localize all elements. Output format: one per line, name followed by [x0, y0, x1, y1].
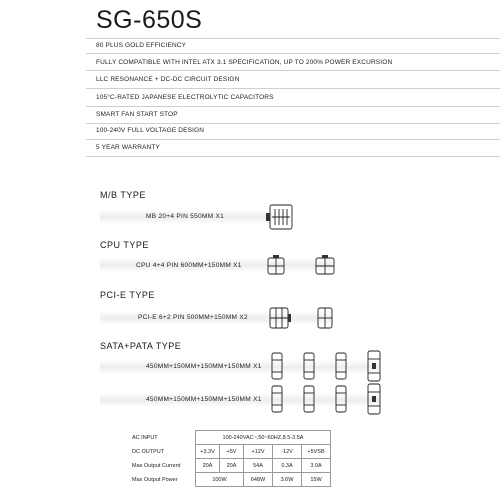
divider [86, 88, 500, 89]
spec-current-cell: 20A [196, 459, 220, 473]
sata-connector-icon [334, 351, 348, 381]
sata-connector-icon [302, 384, 316, 414]
section-title-mb: M/B TYPE [100, 190, 146, 200]
divider [86, 38, 500, 39]
cable-label-cpu: CPU 4+4 PIN 600MM+150MM X1 [136, 262, 242, 269]
spec-label-current: Max Output Current [132, 462, 181, 469]
cable-label-sata-2: 450MM+150MM+150MM+150MM X1 [146, 396, 262, 403]
spec-current-cell: 20A [220, 459, 244, 473]
mb-connector-icon [266, 203, 296, 231]
spec-dc-output-cell: -12V [273, 445, 302, 459]
pata-connector-icon [366, 349, 382, 383]
spec-current-cell: 0.3A [273, 459, 302, 473]
table-row [130, 473, 331, 487]
page-title: SG-650S [96, 6, 203, 34]
spec-dc-output-cell: +5V [220, 445, 244, 459]
feature-atx-compat: FULLY COMPATIBLE WITH INTEL ATX 3.1 SPECIFICATION, UP TO 200% POWER EXCURSION [96, 59, 393, 66]
table-row [130, 445, 331, 459]
pata-connector-icon [366, 382, 382, 416]
spec-label-power: Max Output Power [132, 476, 178, 483]
spec-table [130, 430, 331, 487]
spec-dc-output-cell: +3.3V [196, 445, 220, 459]
sata-connector-icon [302, 351, 316, 381]
cable-label-sata-1: 450MM+150MM+150MM+150MM X1 [146, 363, 262, 370]
cpu-connector-icon [314, 255, 336, 277]
pcie-connector-icon [316, 306, 336, 332]
spec-current-cell: 54A [244, 459, 273, 473]
spec-ac-input-value: 100-240VAC~,50~60HZ,8.5-3.5A [196, 431, 331, 445]
spec-power-cell: 3.6W [273, 473, 302, 487]
sata-connector-icon [270, 351, 284, 381]
spec-power-cell: 100W [196, 473, 244, 487]
divider [86, 123, 500, 124]
table-row [130, 431, 331, 445]
sata-connector-icon [270, 384, 284, 414]
spec-label-ac-input: AC INPUT [132, 434, 158, 441]
feature-voltage: 100-240V FULL VOLTAGE DESIGN [96, 127, 205, 134]
spec-power-cell: 648W [244, 473, 273, 487]
cable-label-mb: MB 20+4 PIN 550MM X1 [146, 213, 225, 220]
spec-current-cell: 3.0A [302, 459, 331, 473]
table-row [130, 459, 331, 473]
divider [86, 156, 500, 157]
cpu-connector-icon [266, 255, 286, 277]
divider [86, 106, 500, 107]
divider [86, 139, 500, 140]
cable-label-pcie: PCI-E 6+2 PIN 500MM+150MM X2 [138, 314, 248, 321]
feature-efficiency: 80 PLUS GOLD EFFICIENCY [96, 42, 187, 49]
feature-capacitors: 105°C-RATED JAPANESE ELECTROLYTIC CAPACITORS [96, 94, 274, 101]
section-title-pcie: PCI-E TYPE [100, 290, 155, 300]
divider [86, 53, 500, 54]
section-title-cpu: CPU TYPE [100, 240, 149, 250]
divider [86, 70, 500, 71]
spec-dc-output-cell: +5VSB [302, 445, 331, 459]
feature-warranty: 5 YEAR WARRANTY [96, 144, 161, 151]
pcie-connector-icon [268, 306, 292, 332]
sata-connector-icon [334, 384, 348, 414]
spec-power-cell: 15W [302, 473, 331, 487]
spec-dc-output-cell: +12V [244, 445, 273, 459]
feature-llc: LLC RESONANCE + DC-DC CIRCUIT DESIGN [96, 76, 240, 83]
feature-smart-fan: SMART FAN START STOP [96, 111, 178, 118]
section-title-sata: SATA+PATA TYPE [100, 341, 182, 351]
spec-label-dc-output: DC OUTPUT [132, 448, 165, 455]
